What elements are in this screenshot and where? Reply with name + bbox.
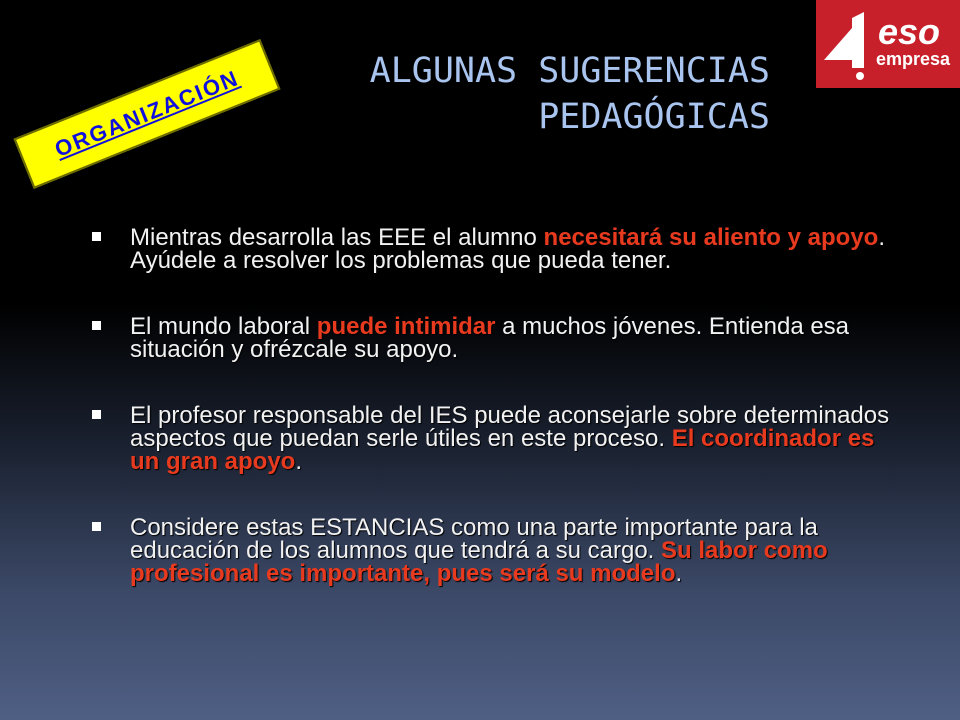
bullet-text: Mientras desarrolla las EEE el alumno [130,224,544,251]
square-bullet-icon [92,410,101,419]
bullet-text: El profesor responsable del IES puede aconsejarle sobre determinados aspectos que puedan serle útiles en este proceso. [130,402,890,452]
list-item [90,516,910,585]
bullet-text-end: . [295,448,303,475]
bullet-highlight: puede intimidar [316,313,496,340]
square-bullet-icon [92,232,101,241]
bullet-text: El mundo laboral [130,313,317,340]
logo-word: eso [878,11,941,52]
slide-title-line2: PEDAGÓGICAS [538,97,770,137]
eso-empresa-logo [816,0,960,88]
slide-title [330,48,770,140]
logo-sub: empresa [876,49,951,69]
bullet-text-end: a muchos jóvenes. Entienda esa situación y ofrézcale su apoyo. [130,313,850,363]
list-item [90,404,910,473]
bullet-text-end: . Ayúdele a resolver los problemas que pueda tener. [130,224,885,274]
bullet-text: Considere estas ESTANCIAS como una parte importante para la educación de los alumnos que tendrá a su cargo. [130,514,818,564]
bullet-text-end: . [675,560,683,587]
list-item [90,226,910,272]
square-bullet-icon [92,321,101,330]
logo-mark-icon [816,0,876,88]
suggestion-list [90,226,910,628]
badge-label: ORGANIZACIÓN [51,65,243,162]
list-item [90,315,910,361]
organizacion-badge [14,39,281,189]
bullet-highlight: Su labor como profesional es importante, pues será su modelo [130,537,828,587]
bullet-highlight: necesitará su aliento y apoyo [543,224,879,251]
square-bullet-icon [92,522,101,531]
slide-title-line1: ALGUNAS SUGERENCIAS [369,51,770,91]
bullet-highlight: El coordinador es un gran apoyo [130,425,875,475]
